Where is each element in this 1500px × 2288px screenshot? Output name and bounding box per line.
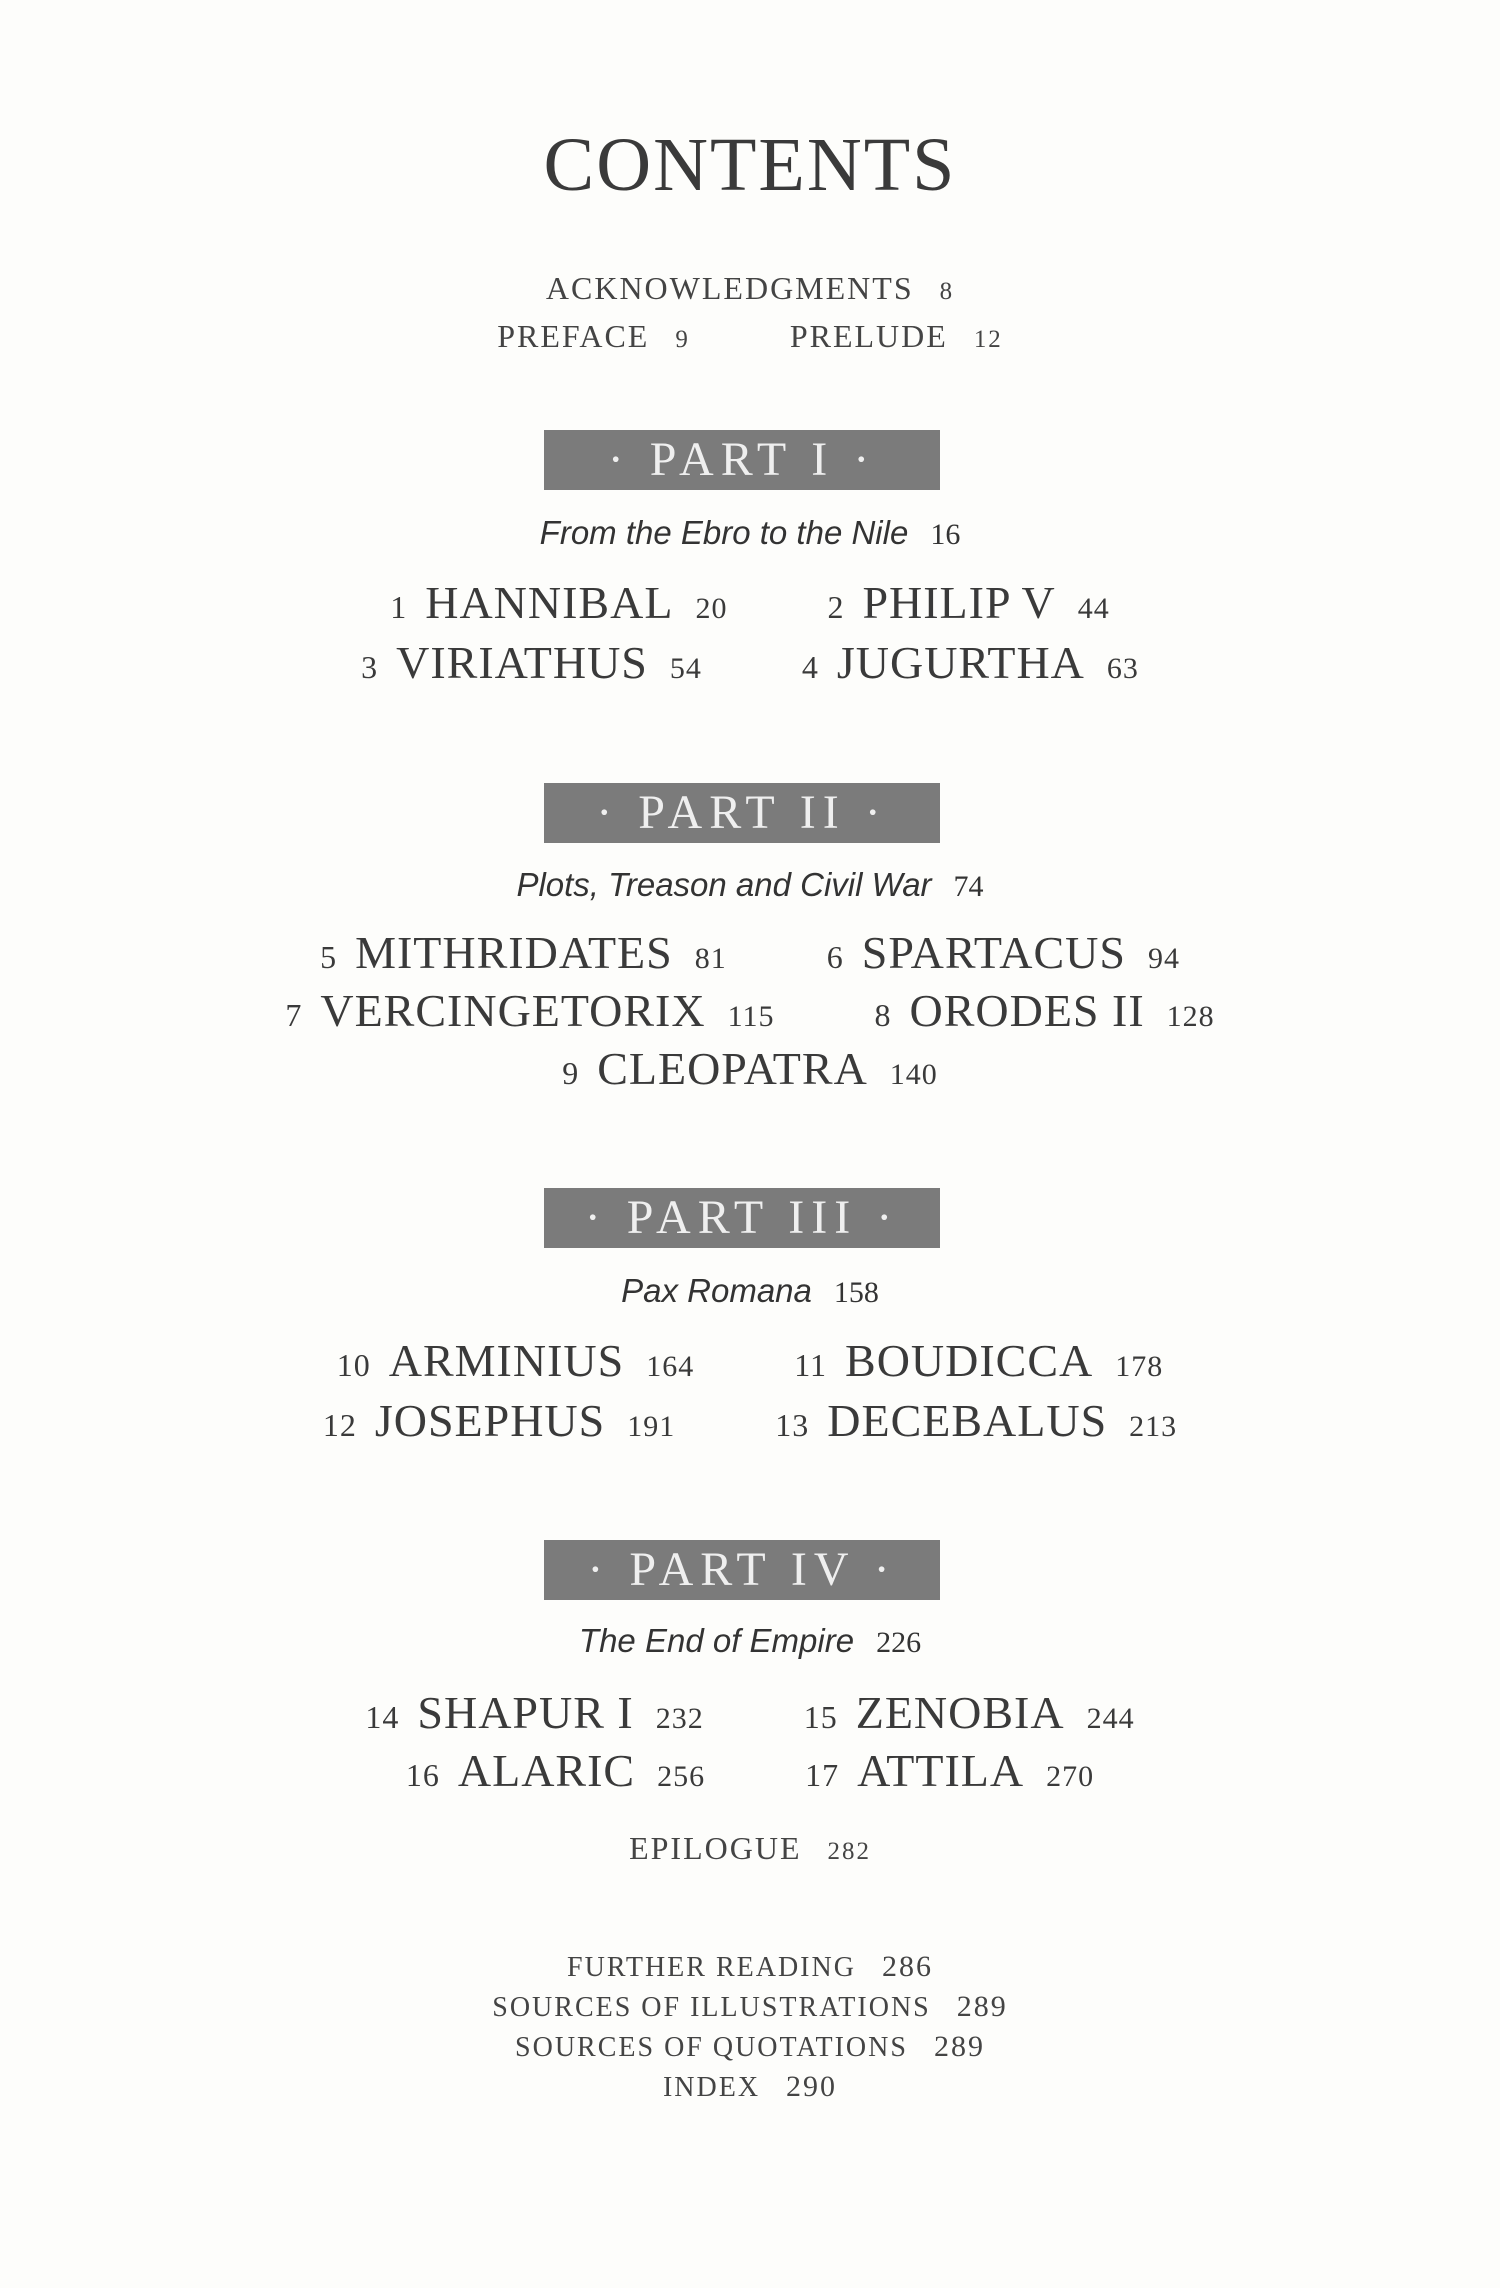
chapter-page: 128: [1166, 1000, 1215, 1033]
chapter-page: 256: [657, 1760, 706, 1793]
part-subtitle: The End of Empire: [578, 1622, 855, 1659]
toc-entry-epilogue[interactable]: [0, 1830, 1500, 1867]
entry-label: ACKNOWLEDGMENTS: [545, 270, 914, 306]
entry-page: 289: [933, 2030, 985, 2063]
chapter-entry[interactable]: [406, 1745, 705, 1796]
chapter-title: JOSEPHUS: [374, 1395, 606, 1446]
chapter-page: 140: [889, 1058, 938, 1091]
chapter-page: 63: [1106, 652, 1139, 685]
part-subtitle: Pax Romana: [621, 1272, 812, 1309]
part-subtitle-entry[interactable]: [0, 1622, 1500, 1660]
chapter-entry[interactable]: [794, 1335, 1163, 1386]
chapter-page: 81: [694, 942, 727, 975]
chapter-entry[interactable]: [802, 637, 1139, 688]
chapter-entry[interactable]: [805, 1745, 1094, 1796]
chapter-entry[interactable]: [361, 637, 702, 688]
toc-row-preface-prelude: [0, 318, 1500, 355]
entry-page: 289: [956, 1990, 1008, 2023]
entry-label: PRELUDE: [789, 318, 948, 354]
page-title: CONTENTS: [543, 123, 957, 207]
chapter-title: BOUDICCA: [845, 1335, 1094, 1386]
chapter-page: 54: [669, 652, 702, 685]
chapter-title: SPARTACUS: [861, 927, 1126, 978]
toc-entry-sources-of-quotations[interactable]: [0, 2030, 1500, 2064]
chapter-entry[interactable]: [365, 1687, 703, 1738]
chapter-title: DECEBALUS: [827, 1395, 1108, 1446]
chapter-page: 44: [1077, 592, 1110, 625]
entry-label: FURTHER READING: [567, 1952, 856, 1983]
part-banner: · PART II ·: [544, 783, 940, 843]
chapter-title: SHAPUR I: [417, 1687, 634, 1738]
entry-page: 9: [675, 326, 690, 353]
chapter-number: 9: [562, 1055, 580, 1091]
chapter-number: 12: [322, 1407, 357, 1443]
chapter-entry[interactable]: [562, 1043, 938, 1094]
chapter-number: 13: [775, 1407, 810, 1443]
entry-label: PREFACE: [497, 318, 650, 354]
chapter-title: CLEOPATRA: [597, 1043, 868, 1094]
chapter-title: ALARIC: [457, 1745, 636, 1796]
chapter-number: 3: [361, 649, 379, 685]
chapter-title: VERCINGETORIX: [320, 985, 706, 1036]
chapter-number: 15: [803, 1699, 838, 1735]
part-subtitle-entry[interactable]: [0, 514, 1500, 552]
chapter-number: 16: [405, 1757, 440, 1793]
chapter-title: ORODES II: [909, 985, 1145, 1036]
chapter-number: 17: [805, 1757, 840, 1793]
chapter-entry[interactable]: [337, 1335, 694, 1386]
chapter-row: [0, 576, 1500, 629]
chapter-page: 178: [1115, 1350, 1164, 1383]
chapter-row: [0, 1686, 1500, 1739]
chapter-row: [0, 1744, 1500, 1797]
entry-page: 158: [833, 1276, 879, 1309]
chapter-number: 11: [794, 1347, 828, 1383]
chapter-row: [0, 1394, 1500, 1447]
chapter-entry[interactable]: [320, 927, 727, 978]
chapter-entry[interactable]: [323, 1395, 675, 1446]
chapter-title: JUGURTHA: [836, 637, 1085, 688]
entry-page: 8: [939, 278, 955, 305]
chapter-title: VIRIATHUS: [396, 637, 648, 688]
entry-page: 12: [973, 326, 1003, 353]
chapter-row: [0, 984, 1500, 1037]
part-banner: · PART IV ·: [544, 1540, 940, 1600]
toc-entry-further-reading[interactable]: [0, 1950, 1500, 1984]
chapter-title: PHILIP V: [862, 577, 1056, 628]
chapter-number: 8: [874, 997, 892, 1033]
chapter-entry[interactable]: [874, 985, 1214, 1036]
toc-entry-index[interactable]: [0, 2070, 1500, 2104]
chapter-page: 232: [655, 1702, 704, 1735]
chapter-page: 244: [1086, 1702, 1135, 1735]
chapter-page: 94: [1147, 942, 1180, 975]
entry-page: 282: [827, 1838, 871, 1865]
chapter-entry[interactable]: [827, 927, 1180, 978]
part-subtitle: From the Ebro to the Nile: [539, 514, 909, 551]
chapter-title: MITHRIDATES: [355, 927, 673, 978]
chapter-entry[interactable]: [285, 985, 774, 1036]
entry-page: 290: [786, 2070, 838, 2103]
toc-entry-acknowledgments[interactable]: [0, 270, 1500, 307]
chapter-number: 4: [801, 649, 819, 685]
chapter-title: ZENOBIA: [855, 1687, 1065, 1738]
chapter-page: 164: [646, 1350, 695, 1383]
toc-entry-prelude[interactable]: [790, 318, 1003, 354]
part-subtitle: Plots, Treason and Civil War: [516, 866, 932, 903]
chapter-row: [0, 1334, 1500, 1387]
part-subtitle-entry[interactable]: [0, 866, 1500, 904]
entry-page: 286: [881, 1950, 933, 1983]
entry-label: INDEX: [662, 2072, 761, 2103]
chapter-title: HANNIBAL: [425, 577, 674, 628]
chapter-row: [0, 1042, 1500, 1095]
chapter-number: 7: [285, 997, 303, 1033]
chapter-number: 6: [826, 939, 844, 975]
chapter-page: 20: [695, 592, 728, 625]
part-banner: · PART III ·: [544, 1188, 940, 1248]
chapter-number: 2: [827, 589, 845, 625]
chapter-page: 270: [1046, 1760, 1095, 1793]
entry-label: EPILOGUE: [629, 1830, 802, 1866]
chapter-page: 213: [1129, 1410, 1178, 1443]
chapter-title: ARMINIUS: [388, 1335, 625, 1386]
part-banner: · PART I ·: [544, 430, 940, 490]
chapter-number: 5: [320, 939, 338, 975]
entry-page: 74: [953, 870, 984, 903]
chapter-number: 14: [365, 1699, 400, 1735]
toc-entry-preface[interactable]: [497, 318, 690, 354]
entry-page: 226: [876, 1626, 922, 1659]
chapter-entry[interactable]: [804, 1687, 1135, 1738]
chapter-row: [0, 636, 1500, 689]
chapter-number: 10: [336, 1347, 371, 1383]
part-subtitle-entry[interactable]: [0, 1272, 1500, 1310]
chapter-entry[interactable]: [827, 577, 1109, 628]
entry-label: SOURCES OF QUOTATIONS: [515, 2032, 908, 2063]
chapter-row: [0, 926, 1500, 979]
entry-page: 16: [930, 518, 961, 551]
toc-entry-sources-of-illustrations[interactable]: [0, 1990, 1500, 2024]
chapter-page: 115: [727, 1000, 775, 1033]
chapter-entry[interactable]: [390, 577, 727, 628]
chapter-entry[interactable]: [775, 1395, 1177, 1446]
entry-label: SOURCES OF ILLUSTRATIONS: [492, 1992, 931, 2023]
chapter-title: ATTILA: [857, 1745, 1025, 1796]
chapter-page: 191: [627, 1410, 676, 1443]
chapter-number: 1: [390, 589, 408, 625]
